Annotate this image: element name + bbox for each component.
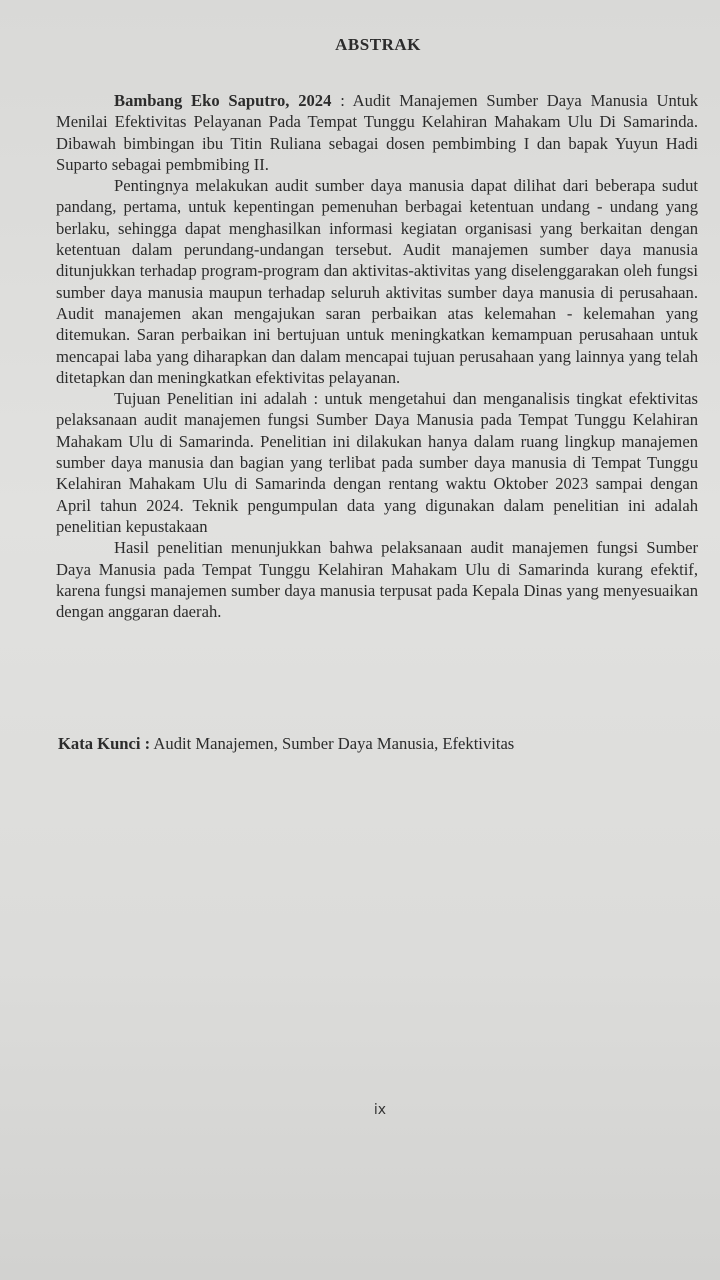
paragraph-citation <box>56 90 698 175</box>
paragraph-results: Hasil penelitian menunjukkan bahwa pelaksanaan audit manajemen fungsi Sumber Daya Manusia pada Tempat Tunggu Kelahiran Mahakam Ulu di Samarinda kurang efektif, karena fungsi manajemen sumber daya manusia terpusat pada Kepala Dinas yang menyesuaikan dengan anggaran daerah. <box>56 538 698 622</box>
keywords-value: Audit Manajemen, Sumber Daya Manusia, Efektivitas <box>150 734 515 753</box>
paragraph-objective: Tujuan Penelitian ini adalah : untuk mengetahui dan menganalisis tingkat efektivitas pelaksanaan audit manajemen fungsi Sumber Daya Manusia pada Tempat Tunggu Kelahiran Mahakam Ulu di Samarinda. Penelitian ini dilakukan hanya dalam ruang lingkup manajemen sumber daya manusia dan bagian yang terlibat pada sumber daya manusia di Tempat Tunggu Kelahiran Mahakam Ulu di Samarinda dengan rentang waktu Oktober 2023 sampai dengan April tahun 2024. Teknik pengumpulan data yang digunakan dalam penelitian ini adalah penelitian kepustakaan <box>56 389 698 536</box>
keywords-line <box>58 734 514 754</box>
page-number: ix <box>373 1102 387 1118</box>
keywords-label: Kata Kunci : <box>58 734 151 753</box>
abstract-body <box>56 90 698 622</box>
paragraph-background: Pentingnya melakukan audit sumber daya manusia dapat dilihat dari beberapa sudut pandang, pertama, untuk kepentingan pemenuhan berbagai ketentuan undang - undang yang berlaku, sehingga dapat menghasilkan informasi kegiatan organisasi yang berkaitan dengan ketentuan dalam perundang-undangan tersebut. Audit manajemen sumber daya manusia ditunjukkan terhadap program-program dan aktivitas-aktivitas yang diselenggarakan oleh fungsi sumber daya manusia maupun terhadap seluruh aktivitas sumber daya manusia di perusahaan. Audit manajemen akan mengajukan saran perbaikan atas kelemahan - kelemahan yang ditemukan. Saran perbaikan ini bertujuan untuk meningkatkan kemampuan perusahaan untuk mencapai laba yang diharapkan dan dalam mencapai tujuan perusahaan yang lainnya yang telah ditetapkan dan meningkatkan efektivitas pelayanan. <box>56 176 698 387</box>
citation-text: : Audit Manajemen Sumber Daya Manusia Untuk Menilai Efektivitas Pelayanan Pada Tempat Tunggu Kelahiran Mahakam Ulu Di Samarinda. Dibawah bimbingan ibu Titin Ruliana sebagai dosen pembimbing I dan bapak Yuyun Hadi Suparto sebagai pembmibing II. <box>56 91 698 174</box>
author-year: Bambang Eko Saputro, 2024 <box>114 91 332 110</box>
abstract-title: ABSTRAK <box>335 35 421 54</box>
